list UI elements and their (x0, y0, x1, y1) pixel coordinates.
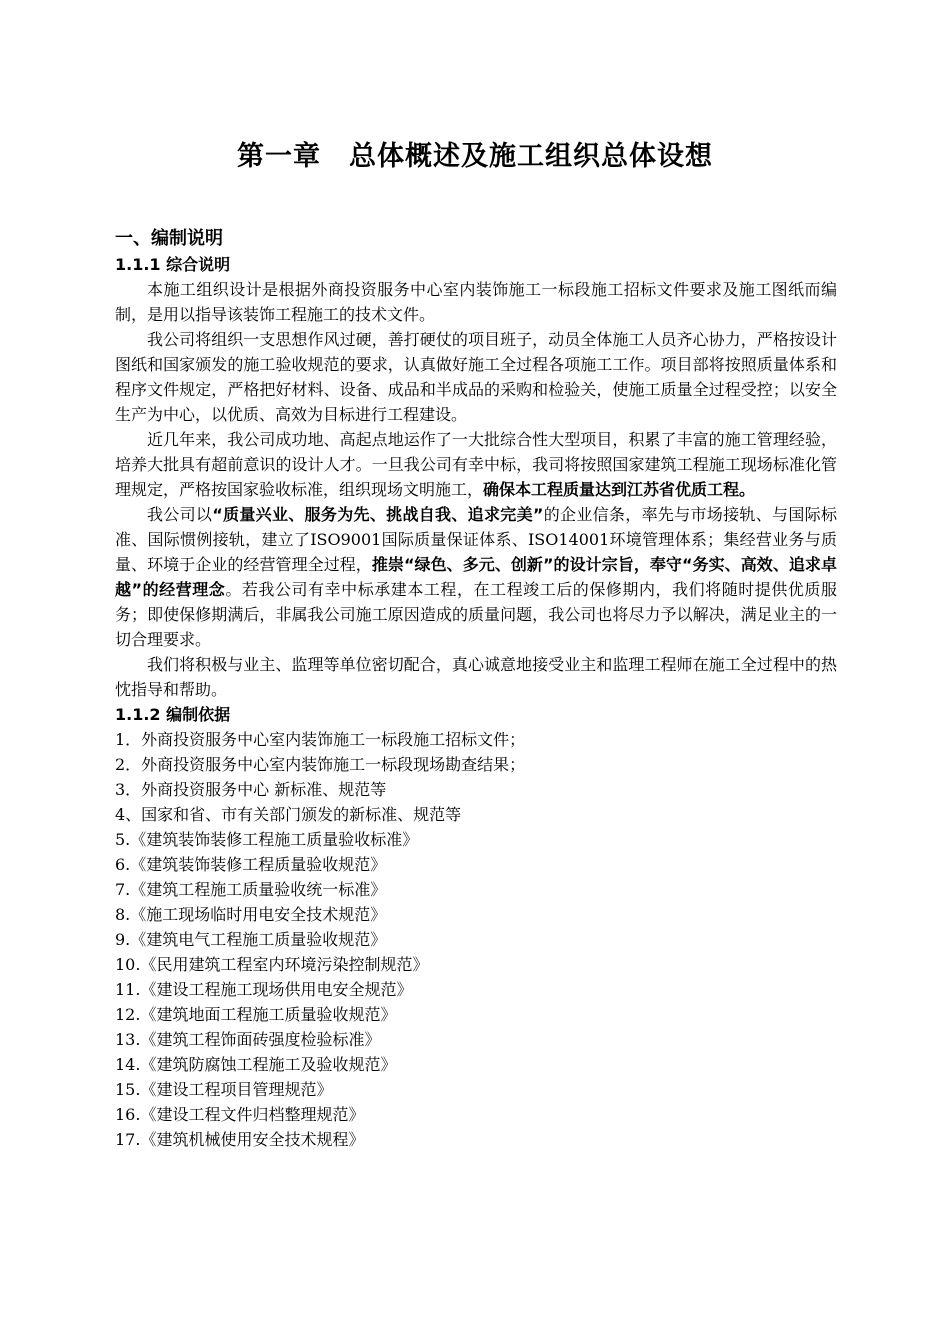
chapter-title: 第一章 总体概述及施工组织总体设想 (237, 141, 713, 172)
list-item: 14.《建筑防腐蚀工程施工及验收规范》 (115, 1055, 397, 1074)
list-item: 16.《建设工程文件归档整理规范》 (115, 1105, 365, 1124)
list-item: 8.《施工现场临时用电安全技术规范》 (115, 905, 387, 924)
list-item: 17.《建筑机械使用安全技术规程》 (115, 1130, 365, 1149)
subsection-heading-basis: 1.1.2 编制依据 (115, 705, 231, 724)
paragraph-organization: 我公司将组织一支思想作风过硬，善打硬仗的项目班子，动员全体施工人员齐心协力，严格按设计图纸和国家颁发的施工验收规范的要求，认真做好施工全过程各项施工工作。项目部将按照质量体系和程序文件规定，严格把好材料、设备、成品和半成品的采购和检验关，使施工质量全过程受控；以安全生产为中心，以优质、高效为目标进行工程建设。 (115, 330, 837, 424)
paragraph-experience (115, 427, 837, 502)
document-body (115, 226, 837, 1152)
paragraph-experience-text: 近几年来，我公司成功地、高起点地运作了一大批综合性大型项目，积累了丰富的施工管理经验，培养大批具有超前意识的设计人才。一旦我公司有幸中标，我司将按照国家建筑工程施工现场标准化管理规定，严格按国家验收标准，组织现场文明施工， (115, 430, 837, 499)
list-item: 2．外商投资服务中心室内装饰施工一标段现场勘查结果； (115, 755, 526, 774)
list-item: 11.《建设工程施工现场供用电安全规范》 (115, 980, 413, 999)
list-item: 3．外商投资服务中心 新标准、规范等 (115, 780, 387, 799)
creed-closing: 。若我公司有幸中标承建本工程，在工程竣工后的保修期内，我们将随时提供优质服务；即使保修期满后，非属我公司施工原因造成的质量问题，我公司也将尽力予以解决，满足业主的一切合理要求。 (115, 580, 837, 649)
paragraph-company-creed (115, 502, 837, 652)
list-item: 6.《建筑装饰装修工程质量验收规范》 (115, 855, 387, 874)
creed-emphasis: “质量兴业、服务为先、挑战自我、追求完美” (212, 505, 544, 524)
list-item: 4、国家和省、市有关部门颁发的新标准、规范等 (115, 805, 462, 824)
design-philosophy-emphasis: 推崇“绿色、多元、创新”的设计宗旨，奉守“务实、高效、追求卓越”的经营理念 (115, 555, 837, 599)
list-item: 7.《建筑工程施工质量验收统一标准》 (115, 880, 387, 899)
list-item: 13.《建筑工程饰面砖强度检验标准》 (115, 1030, 381, 1049)
basis-list (115, 727, 837, 1152)
quality-goal-emphasis: 确保本工程质量达到江苏省优质工程。 (483, 480, 756, 499)
subsection-heading-overview: 1.1.1 综合说明 (115, 255, 231, 274)
creed-intro: 我公司以 (147, 505, 213, 524)
list-item: 9.《建筑电气工程施工质量验收规范》 (115, 930, 387, 949)
creed-text: 的企业信条，率先与市场接轨、与国际标准、国际惯例接轨，建立了ISO9001国际质量保证体系、ISO14001环境管理体系；集经营业务与质量、环境于企业的经营管理全过程， (115, 505, 837, 574)
list-item: 12.《建筑地面工程施工质量验收规范》 (115, 1005, 397, 1024)
list-item: 15.《建设工程项目管理规范》 (115, 1080, 333, 1099)
list-item: 5.《建筑装饰装修工程施工质量验收标准》 (115, 830, 419, 849)
list-item: 1．外商投资服务中心室内装饰施工一标段施工招标文件； (115, 730, 526, 749)
list-item: 10.《民用建筑工程室内环境污染控制规范》 (115, 955, 429, 974)
paragraph-cooperation: 我们将积极与业主、监理等单位密切配合，真心诚意地接受业主和监理工程师在施工全过程中的热忱指导和帮助。 (115, 655, 837, 699)
section-heading: 一、编制说明 (115, 228, 223, 249)
paragraph-purpose: 本施工组织设计是根据外商投资服务中心室内装饰施工一标段施工招标文件要求及施工图纸而编制，是用以指导该装饰工程施工的技术文件。 (115, 280, 837, 324)
